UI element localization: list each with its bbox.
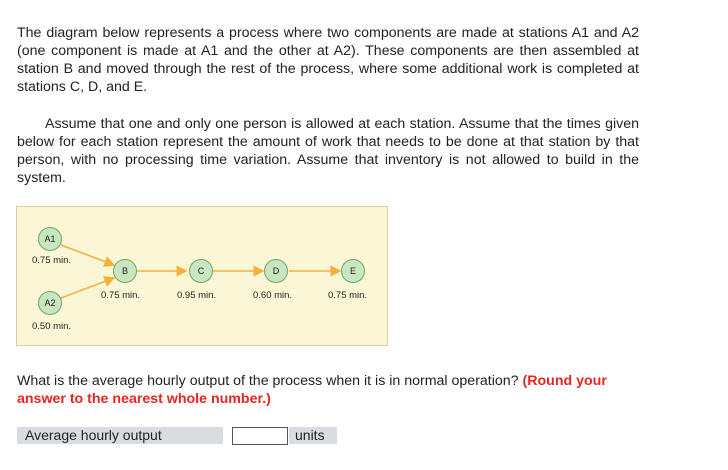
station-a2-node: A2 [38,291,62,315]
rounding-instruction: (Round your answer to the nearest whole number.) [17,373,607,407]
station-e-node: E [341,259,365,283]
station-b-time: 0.75 min. [101,290,141,301]
station-d-time: 0.60 min. [253,290,293,301]
station-c-time: 0.95 min. [177,290,217,301]
station-c-node: C [189,259,213,283]
answer-label: Average hourly output [17,427,223,444]
question-body: What is the average hourly output of the process when it is in normal operation? [17,373,523,389]
station-d-node: D [264,259,288,283]
average-hourly-output-input[interactable] [232,427,288,445]
station-e-time: 0.75 min. [328,290,368,301]
problem-paragraph-1: The diagram below represents a process where two components are made at stations A1 and A2 (one component is made at A1 and the other at A2). These components are then assembled at station B and moved through the rest of the process, where some additional work is completed at stations C, D, and E. [17,25,639,95]
station-a2-time: 0.50 min. [32,321,72,332]
answer-units: units [289,427,337,444]
station-a1-node: A1 [38,227,62,251]
problem-paragraph-2: Assume that one and only one person is allowed at each station. Assume that the times given below for each station represent the amount of work that needs to be done at that station by that person, with no processing time variation. Assume that inventory is not allowed to build in the system. [17,116,639,186]
station-a1-time: 0.75 min. [32,255,72,266]
question-text [17,372,657,408]
station-b-node: B [113,259,137,283]
process-flow-diagram [16,206,388,346]
